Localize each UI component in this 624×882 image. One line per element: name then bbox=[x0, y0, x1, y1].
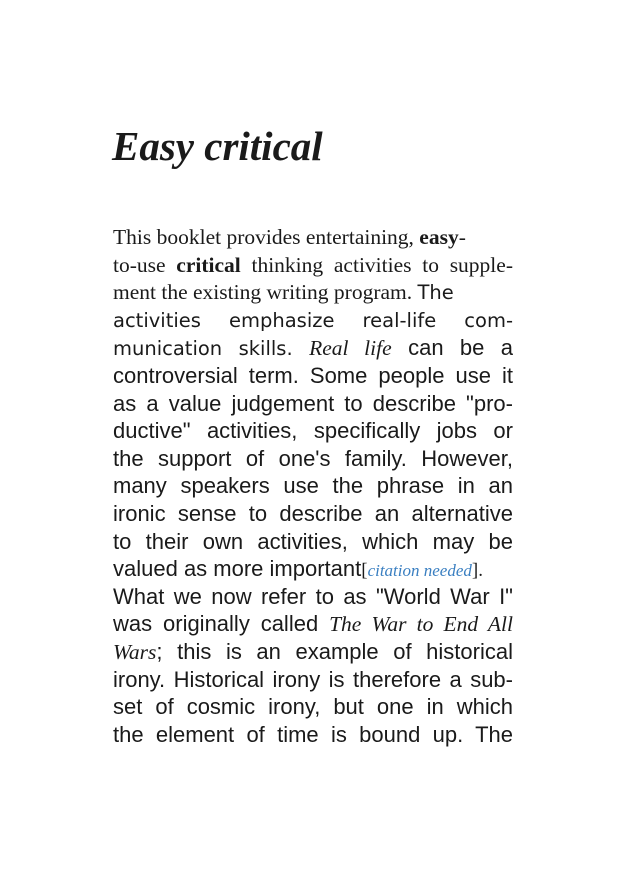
text-segment: was originally called bbox=[113, 611, 319, 637]
text-line-10 bbox=[113, 472, 513, 500]
text-line-9 bbox=[113, 445, 513, 473]
text-segment: set of cosmic irony, but one in which bbox=[113, 694, 513, 720]
text-line-6 bbox=[113, 362, 513, 390]
text-segment: the support of one's family. However, bbox=[113, 445, 513, 471]
text-line-19 bbox=[113, 721, 513, 749]
italic-war-title: The War to End All bbox=[329, 612, 513, 637]
italic-real-life: Real life bbox=[309, 336, 392, 361]
text-segment: thinking activities to supple- bbox=[251, 252, 513, 277]
body-paragraph bbox=[113, 224, 513, 748]
text-segment: controversial term. Some people use it bbox=[113, 362, 513, 388]
bracket-close: ]. bbox=[471, 560, 483, 582]
text-segment: the element of time is bound up. The bbox=[113, 721, 513, 747]
text-segment: many speakers use the phrase in an bbox=[113, 473, 513, 499]
text-line-15 bbox=[113, 610, 513, 638]
citation-needed-link[interactable]: citation needed bbox=[367, 561, 472, 581]
text-line-3 bbox=[113, 279, 513, 307]
text-line-17 bbox=[113, 666, 513, 694]
text-line-18 bbox=[113, 693, 513, 721]
text-line-11 bbox=[113, 500, 513, 528]
page-title: Easy critical bbox=[112, 123, 323, 169]
text-segment: activities emphasize real-life com- bbox=[113, 308, 513, 332]
text-segment: as a value judgement to describe "pro- bbox=[113, 390, 513, 416]
text-segment: This booklet provides entertaining, bbox=[113, 225, 414, 249]
text-line-14 bbox=[113, 583, 513, 611]
bold-critical: critical bbox=[176, 252, 241, 277]
text-segment: What we now refer to as "World War I" bbox=[113, 583, 513, 609]
text-line-5 bbox=[113, 334, 513, 362]
italic-wars: Wars bbox=[113, 639, 157, 664]
text-line-7 bbox=[113, 390, 513, 418]
text-segment: ; this is an example of historical bbox=[156, 638, 513, 664]
text-segment: ment the existing writing program. bbox=[113, 280, 413, 305]
text-segment: to their own activities, which may be bbox=[113, 528, 513, 554]
text-line-1 bbox=[113, 224, 513, 252]
hyphen: - bbox=[458, 225, 466, 249]
text-segment: The bbox=[417, 281, 454, 305]
text-segment: can be a bbox=[408, 335, 513, 361]
text-line-2 bbox=[113, 252, 513, 280]
text-segment: irony. Historical irony is therefore a sub- bbox=[113, 666, 513, 692]
text-segment: munication skills. bbox=[113, 337, 293, 361]
text-line-12 bbox=[113, 528, 513, 556]
text-line-13 bbox=[113, 555, 513, 583]
text-segment: ductive" activities, specifically jobs or bbox=[113, 418, 513, 444]
bold-easy: easy bbox=[419, 225, 459, 249]
text-line-4 bbox=[113, 307, 513, 335]
text-line-8 bbox=[113, 417, 513, 445]
text-segment: ironic sense to describe an alternative bbox=[113, 500, 513, 526]
text-line-16 bbox=[113, 638, 513, 666]
bracket-open: [ bbox=[361, 560, 368, 582]
text-segment: valued as more important bbox=[113, 556, 362, 582]
text-segment: to-use bbox=[113, 252, 166, 277]
